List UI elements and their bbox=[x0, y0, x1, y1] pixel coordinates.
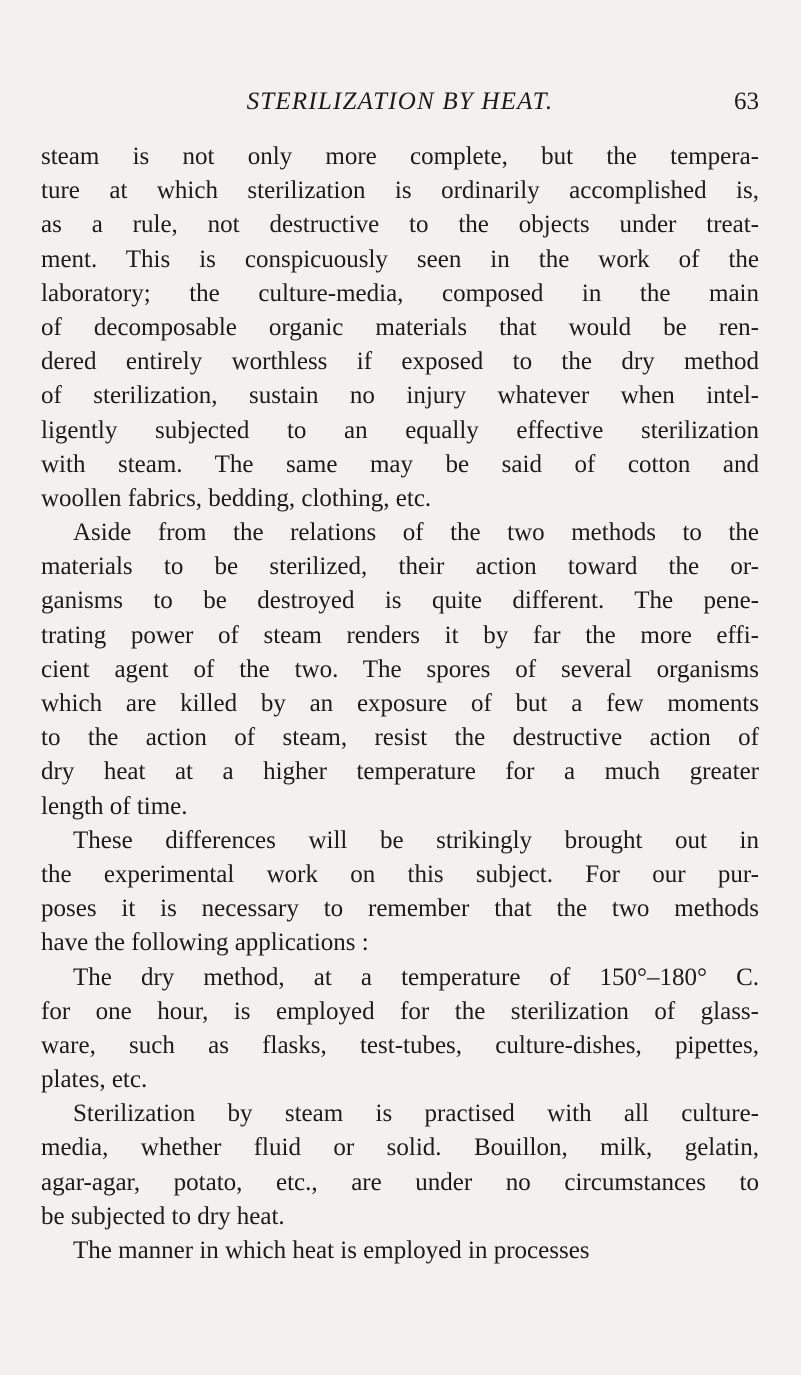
text-line: dered entirely worthless if exposed to the dry method bbox=[41, 348, 759, 376]
text-line: dry heat at a higher temperature for a much greater bbox=[41, 758, 759, 786]
text-line: ware, such as flasks, test-tubes, culture-dishes, pipettes, bbox=[41, 1031, 759, 1059]
text-line: ligently subjected to an equally effective sterilization bbox=[41, 416, 759, 444]
text-line: of decomposable organic materials that would be ren- bbox=[41, 313, 759, 341]
text-line: for one hour, is employed for the sterilization of glass- bbox=[41, 997, 759, 1025]
text-line: agar-agar, potato, etc., are under no circumstances to bbox=[41, 1168, 759, 1196]
text-line: steam is not only more complete, but the tempera- bbox=[41, 143, 759, 170]
text-line: as a rule, not destructive to the objects under treat- bbox=[41, 211, 759, 239]
text-line: to the action of steam, resist the destructive action of bbox=[41, 724, 759, 752]
page-number: 63 bbox=[734, 88, 759, 115]
text-line: laboratory; the culture-media, composed in the main bbox=[41, 279, 759, 307]
paragraph-start-line: Sterilization by steam is practised with all culture- bbox=[73, 1100, 759, 1128]
page-header bbox=[41, 82, 759, 122]
text-line: the experimental work on this subject. For our pur- bbox=[41, 860, 759, 888]
text-line: plates, etc. bbox=[41, 1066, 148, 1094]
text-line: length of time. bbox=[41, 792, 188, 820]
paragraph-start-line: The dry method, at a temperature of 150°–180° C. bbox=[73, 963, 759, 991]
paragraph-start-line: These differences will be strikingly brought out in bbox=[73, 826, 759, 854]
text-line: cient agent of the two. The spores of several organisms bbox=[41, 655, 759, 683]
text-line: woollen fabrics, bedding, clothing, etc. bbox=[41, 484, 432, 512]
text-line: trating power of steam renders it by far the more effi- bbox=[41, 621, 759, 649]
text-line: of sterilization, sustain no injury whatever when intel- bbox=[41, 382, 759, 410]
text-line: materials to be sterilized, their action toward the or- bbox=[41, 553, 759, 581]
text-line: which are killed by an exposure of but a few moments bbox=[41, 690, 759, 717]
text-line: poses it is necessary to remember that the two methods bbox=[41, 895, 759, 923]
body-text bbox=[41, 140, 759, 1268]
text-line: ganisms to be destroyed is quite different. The pene- bbox=[41, 587, 759, 615]
text-line: ment. This is conspicuously seen in the work of the bbox=[41, 245, 759, 273]
running-title: STERILIZATION BY HEAT. bbox=[246, 88, 554, 115]
text-line: with steam. The same may be said of cotton and bbox=[41, 450, 759, 478]
paragraph-start-line: Aside from the relations of the two methods to the bbox=[73, 519, 759, 547]
paragraph-start-line: The manner in which heat is employed in processes bbox=[73, 1237, 590, 1264]
text-line: have the following applications : bbox=[41, 929, 369, 957]
text-line: be subjected to dry heat. bbox=[41, 1202, 285, 1230]
text-line: ture at which sterilization is ordinarily accomplished is, bbox=[41, 177, 759, 205]
text-line: media, whether fluid or solid. Bouillon, milk, gelatin, bbox=[41, 1134, 759, 1162]
